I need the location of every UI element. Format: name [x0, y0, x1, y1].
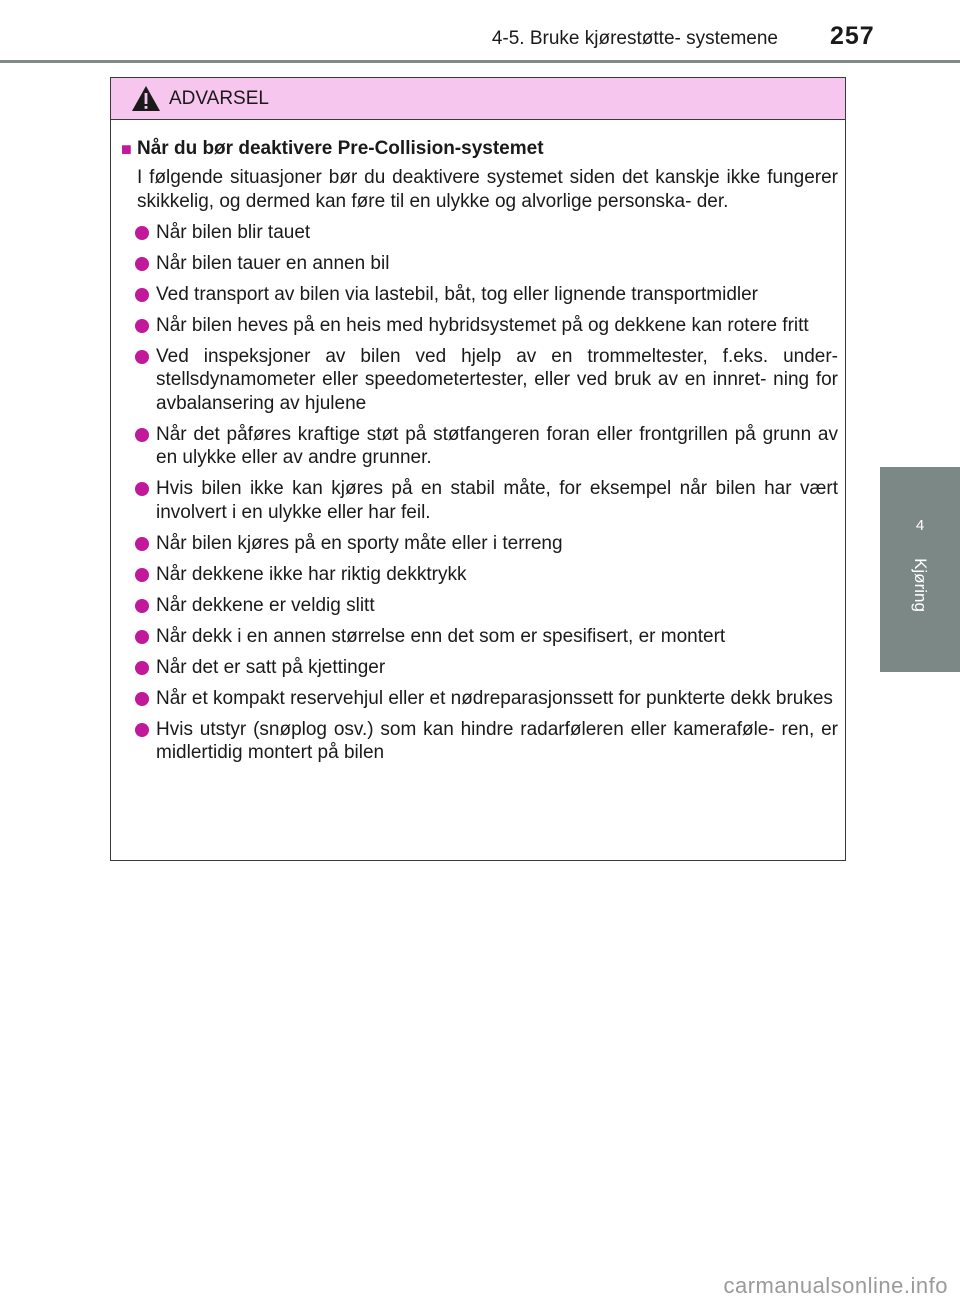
- section-heading: [121, 137, 838, 161]
- list-item: Når bilen heves på en heis med hybridsystemet på og dekkene kan rotere fritt: [121, 314, 838, 338]
- bullet-dot-icon: [135, 630, 149, 644]
- bullet-dot-icon: [135, 482, 149, 496]
- warning-body: [111, 120, 845, 765]
- list-item: Hvis utstyr (snøplog osv.) som kan hindre radarføleren eller kameraføle- ren, er midlertidig montert på bilen: [121, 718, 838, 765]
- list-item: Når dekkene er veldig slitt: [121, 594, 838, 618]
- list-item: Når et kompakt reservehjul eller et nødreparasjonssett for punkterte dekk brukes: [121, 687, 838, 711]
- list-item: Hvis bilen ikke kan kjøres på en stabil måte, for eksempel når bilen har vært involvert i en ulykke eller har feil.: [121, 477, 838, 524]
- header-rule: [0, 60, 960, 63]
- warning-box: [110, 77, 846, 861]
- list-item: Når bilen blir tauet: [121, 221, 838, 245]
- watermark: carmanualsonline.info: [723, 1273, 948, 1298]
- chapter-number: 4: [915, 517, 925, 534]
- bullet-dot-icon: [135, 568, 149, 582]
- section-heading-text: Når du bør deaktivere Pre-Collision-systemet: [137, 138, 544, 159]
- condition-list: [121, 221, 838, 765]
- header-title: 4-5. Bruke kjørestøtte- systemene: [491, 28, 778, 49]
- square-bullet-icon: ■: [121, 139, 132, 159]
- list-item: Når bilen tauer en annen bil: [121, 252, 838, 276]
- bullet-dot-icon: [135, 288, 149, 302]
- list-item: Ved inspeksjoner av bilen ved hjelp av en trommeltester, f.eks. under- stellsdynamometer eller speedometertester, eller ved bruk av en innret- ning for avbalansering av hjulene: [121, 345, 838, 416]
- list-item: Når bilen kjøres på en sporty måte eller i terreng: [121, 532, 838, 556]
- bullet-dot-icon: [135, 226, 149, 240]
- list-item: Ved transport av bilen via lastebil, båt, tog eller lignende transportmidler: [121, 283, 838, 307]
- bullet-dot-icon: [135, 319, 149, 333]
- bullet-dot-icon: [135, 537, 149, 551]
- list-item: Når det er satt på kjettinger: [121, 656, 838, 680]
- bullet-dot-icon: [135, 428, 149, 442]
- bullet-dot-icon: [135, 692, 149, 706]
- warning-header: [111, 78, 845, 120]
- bullet-dot-icon: [135, 723, 149, 737]
- chapter-side-tab: [880, 467, 960, 672]
- bullet-dot-icon: [135, 599, 149, 613]
- warning-title: ADVARSEL: [169, 88, 269, 109]
- bullet-dot-icon: [135, 661, 149, 675]
- bullet-dot-icon: [135, 350, 149, 364]
- page-number: 257: [830, 22, 875, 50]
- intro-paragraph: I følgende situasjoner bør du deaktivere systemet siden det kanskje ikke fungerer skikkelig, og dermed kan føre til en ulykke og alvorlige personska- der.: [137, 167, 838, 212]
- chapter-label: Kjøring: [911, 558, 930, 612]
- bullet-dot-icon: [135, 257, 149, 271]
- list-item: Når det påføres kraftige støt på støtfangeren foran eller frontgrillen på grunn av en ulykke eller av andre grunner.: [121, 423, 838, 470]
- list-item: Når dekkene ikke har riktig dekktrykk: [121, 563, 838, 587]
- warning-triangle-icon: [131, 85, 161, 112]
- list-item: Når dekk i en annen størrelse enn det som er spesifisert, er montert: [121, 625, 838, 649]
